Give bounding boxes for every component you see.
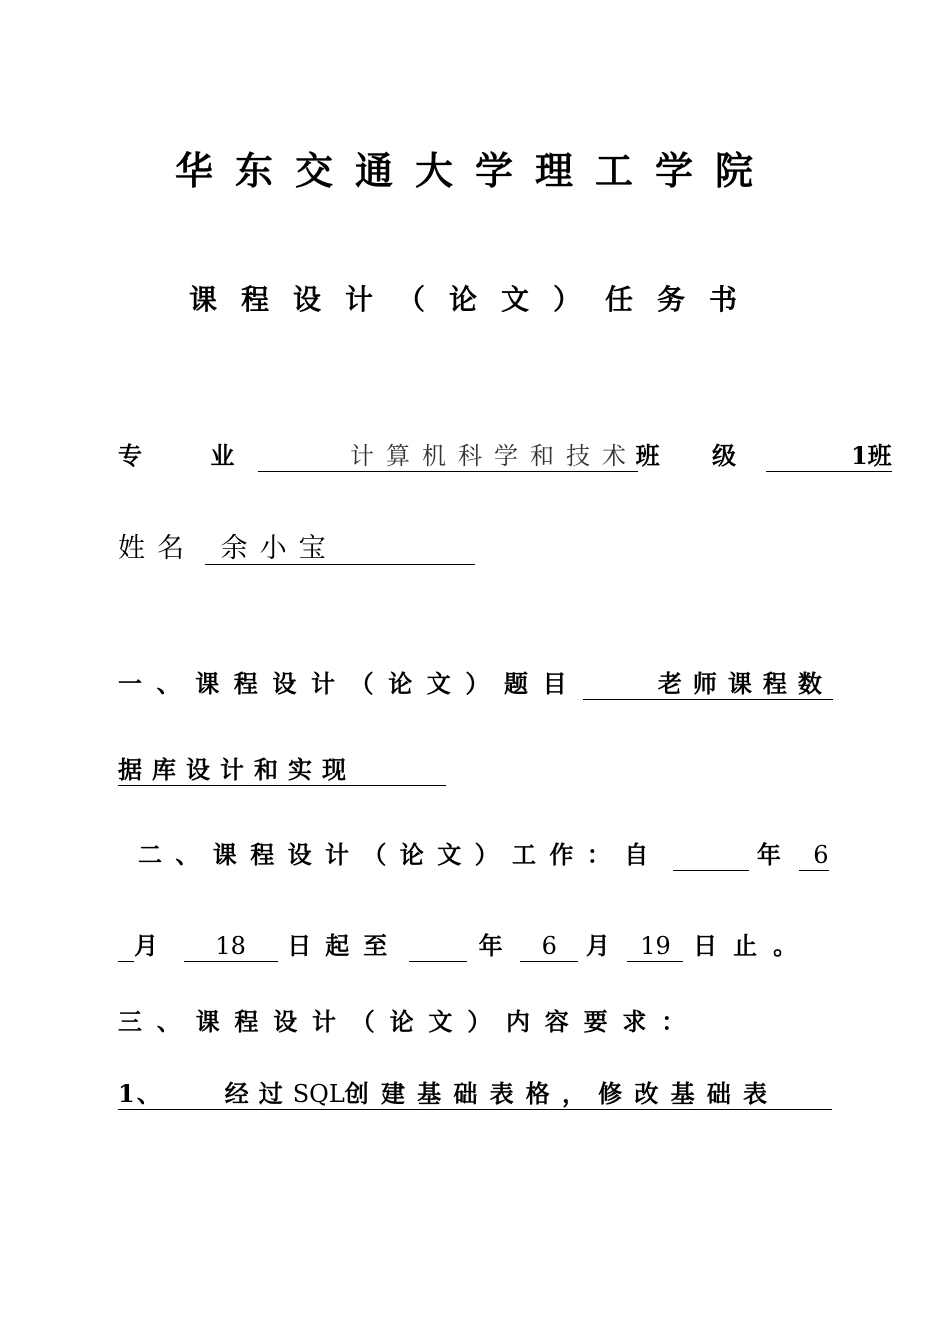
section3-row (118, 1002, 832, 1037)
end-month-value: 6 (541, 932, 557, 960)
item1-text-b: 创建基础表格，修改基础表 (344, 1079, 780, 1108)
end-day-value: 19 (640, 932, 671, 960)
end-day-field (627, 933, 683, 962)
document-title: 课程设计（论文）任务书 (188, 283, 761, 316)
item1-sql: SQL (292, 1080, 345, 1108)
section1-label: 一、课程设计（论文）题目 (118, 669, 582, 698)
requirement-item-1 (118, 1080, 832, 1110)
major-value-field (258, 443, 638, 472)
year-char-2: 年 (478, 931, 503, 960)
day-end-text: 日止。 (693, 931, 814, 960)
section1-row-cont (118, 756, 832, 786)
start-year-field (673, 842, 749, 871)
end-month-field (520, 933, 578, 962)
section3-label: 三、课程设计（论文）内容要求： (118, 1007, 700, 1036)
section1-row (118, 664, 832, 700)
class-value: 1班 (850, 441, 892, 470)
start-month-value: 6 (813, 841, 829, 869)
start-month-field (799, 842, 829, 871)
section1-title-field-cont (118, 756, 446, 786)
item1-number: 1、 (118, 1079, 163, 1108)
section1-title-field (583, 670, 833, 700)
name-value-field (205, 533, 475, 565)
name-value: 余小宝 (220, 533, 338, 564)
end-year-field (409, 933, 467, 962)
major-value: 计算机科学和技术 (350, 442, 638, 470)
major-class-row (118, 436, 892, 472)
month-char-2: 月 (585, 931, 610, 960)
class-label: 班 级 (635, 441, 758, 470)
section1-title-part2: 据库设计和实现 (118, 755, 356, 784)
section2-row-cont (118, 926, 832, 962)
item1-text-a: 经过 (224, 1079, 293, 1108)
month-char-1: 月 (134, 931, 158, 960)
start-day-field (184, 933, 278, 962)
section1-title-part1: 老师课程数 (657, 669, 833, 698)
major-label: 专 业 (118, 441, 265, 470)
start-day-value: 18 (215, 932, 246, 960)
class-value-field (766, 442, 892, 472)
day-rise-text: 日起至 (287, 931, 402, 960)
section2-label: 二、课程设计（论文）工作：自 (138, 840, 662, 869)
section2-row (138, 835, 832, 871)
name-row (118, 526, 832, 565)
year-char-1: 年 (756, 840, 781, 869)
name-label: 姓名 (118, 533, 196, 564)
institution-title: 华东交通大学理工学院 (174, 148, 775, 193)
requirement-item-1-field (118, 1080, 832, 1110)
start-month-field-cont (118, 933, 134, 962)
